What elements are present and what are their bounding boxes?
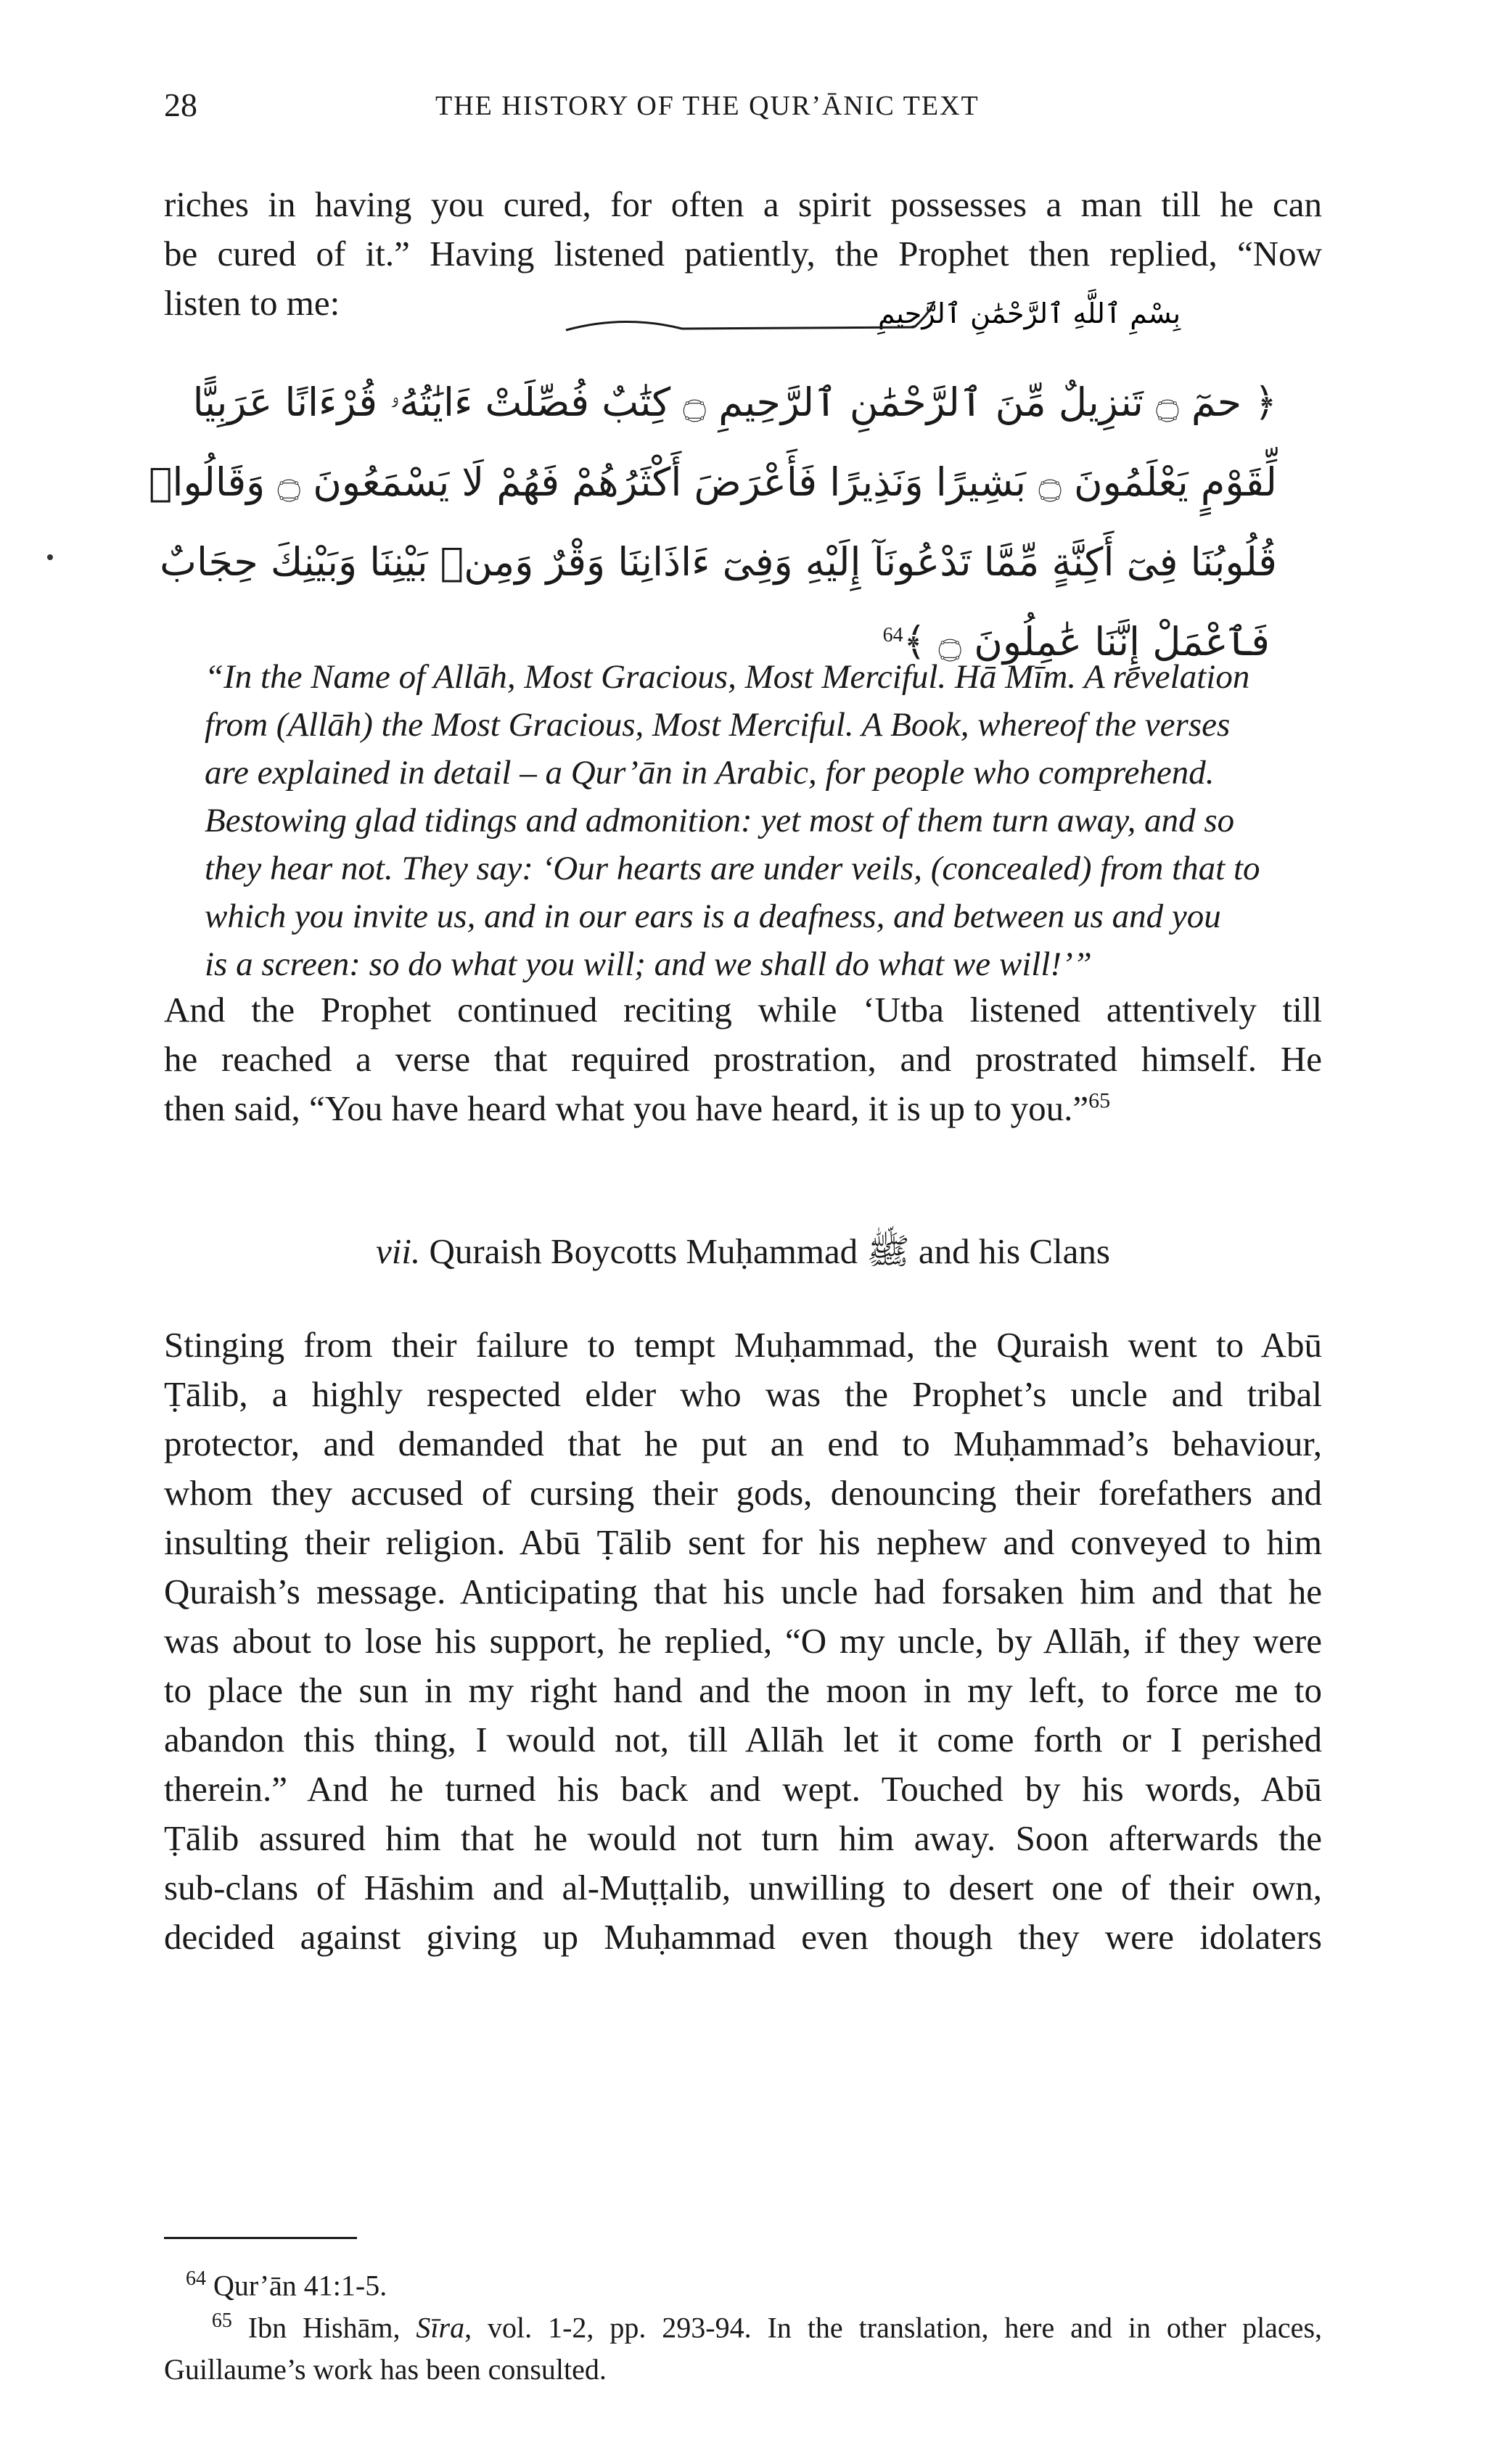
translation-line: is a screen: so do what you will; and we shall do what we will!’” <box>205 945 1092 983</box>
section-title: Quraish Boycotts Muḥammad ﷺ and his Clans <box>429 1231 1110 1271</box>
translation-block <box>205 653 1283 988</box>
running-title: THE HISTORY OF THE QUR’ĀNIC TEXT <box>435 91 980 121</box>
text-line: abandon this thing, I would not, till Allāh let it come forth or I perished <box>164 1720 1322 1759</box>
translation-line: from (Allāh) the Most Gracious, Most Merciful. A Book, whereof the verses <box>205 706 1231 744</box>
page-number: 28 <box>164 86 197 123</box>
text-line: Quraish’s message. Anticipating that his uncle had forsaken him and that he <box>164 1572 1322 1611</box>
translation-line: which you invite us, and in our ears is a deafness, and between us and you <box>205 898 1221 935</box>
footnote-number: 64 <box>186 2267 206 2290</box>
text-line: Stinging from their failure to tempt Muḥammad, the Quraish went to Abū <box>164 1325 1322 1365</box>
section-heading <box>0 1230 1486 1281</box>
text-line: listen to me: <box>164 283 340 323</box>
arabic-verse-line: لِّقَوْمٍ يَعْلَمُونَ ۝ بَشِيرًا وَنَذِيرًا فَأَعْرَضَ أَكْثَرُهُمْ فَهُمْ لَا يَسْمَعُونَ ۝ وَقَالُوا۟ <box>149 459 1277 505</box>
text-line: riches in having you cured, for often a spirit possesses a man till he can <box>164 184 1322 224</box>
footnote-text-line2: Guillaume’s work has been consulted. <box>164 2353 607 2386</box>
text-line: And the Prophet continued reciting while ‘Utba listened attentively till <box>164 990 1322 1030</box>
text-line: insulting their religion. Abū Ṭālib sent for his nephew and conveyed to him <box>164 1522 1322 1562</box>
text-line: to place the sun in my right hand and the moon in my left, to force me to <box>164 1670 1322 1710</box>
text-line: protector, and demanded that he put an end to Muḥammad’s behaviour, <box>164 1424 1322 1463</box>
footnote-text: Ibn Hishām, <box>247 2311 416 2344</box>
footnote-work-title: Sīra <box>416 2311 465 2344</box>
text-line: whom they accused of cursing their gods, denouncing their forefathers and <box>164 1473 1322 1513</box>
text-line: he reached a verse that required prostration, and prostrated himself. He <box>164 1039 1322 1079</box>
footnote-number: 65 <box>211 2309 232 2332</box>
text-line: sub-clans of Hāshim and al-Muṭṭalib, unwilling to desert one of their own, <box>164 1868 1322 1907</box>
continuation-paragraph <box>164 985 1322 1133</box>
translation-line: Bestowing glad tidings and admonition: yet most of them turn away, and so <box>205 802 1235 839</box>
margin-mark <box>47 554 53 560</box>
footnote-divider <box>164 2237 357 2239</box>
footnote-text: , vol. 1-2, pp. 293-94. In the translation, here and in other places, <box>464 2311 1323 2344</box>
text-line: Ṭālib assured him that he would not turn him away. Soon afterwards the <box>164 1818 1322 1858</box>
translation-line: “In the Name of Allāh, Most Gracious, Most Merciful. Hā Mīm. A revelation <box>205 658 1250 696</box>
text-line: decided against giving up Muḥammad even though they were idolaters <box>164 1917 1322 1957</box>
text-line: Ṭālib, a highly respected elder who was the Prophet’s uncle and tribal <box>164 1374 1322 1414</box>
text-line: therein.” And he turned his back and wept. Touched by his words, Abū <box>164 1769 1322 1809</box>
text-line: then said, “You have heard what you have heard, it is up to you.”$^{65}$ <box>164 1088 1111 1128</box>
basmala-text: بِسْمِ ٱللَّهِ ٱلرَّحْمَٰنِ ٱلرَّحِيمِ <box>878 297 1181 329</box>
footnote-ref-64: 64 <box>882 624 903 646</box>
footnote-text: Qur’ān 41:1-5. <box>213 2269 387 2302</box>
text-line: was about to lose his support, he replied, “O my uncle, by Allāh, if they were <box>164 1621 1322 1661</box>
footnote-65 <box>164 2300 1322 2391</box>
translation-line: they hear not. They say: ‘Our hearts are under veils, (concealed) from that to <box>205 850 1260 887</box>
footnote-ref-65: 65 <box>1088 1088 1111 1113</box>
text-line: be cured of it.” Having listened patiently, the Prophet then replied, “Now <box>164 234 1322 274</box>
translation-line: are explained in detail – a Qur’ān in Arabic, for people who comprehend. <box>205 754 1215 792</box>
arabic-final-text: فَٱعْمَلْ إِنَّنَا عَٰمِلُونَ ۝ ﴾ <box>903 619 1270 665</box>
arabic-verse-line: قُلُوبُنَا فِىٓ أَكِنَّةٍ مِّمَّا تَدْعُونَآ إِلَيْهِ وَفِىٓ ءَاذَانِنَا وَقْرٌ وَمِنۢ بَيْنِنَا وَبَيْنِكَ حِجَابٌ <box>160 539 1277 585</box>
section-number: vii. <box>376 1231 421 1271</box>
arabic-verse-line: ﴿ حمٓ ۝ تَنزِيلٌ مِّنَ ٱلرَّحْمَٰنِ ٱلرَّحِيمِ ۝ كِتَٰبٌ فُصِّلَتْ ءَايَٰتُهُۥ قُرْءَانًا عَرَبِيًّا <box>192 379 1277 425</box>
body-paragraph <box>164 1321 1322 1962</box>
basmala-calligraphy <box>537 285 1181 350</box>
